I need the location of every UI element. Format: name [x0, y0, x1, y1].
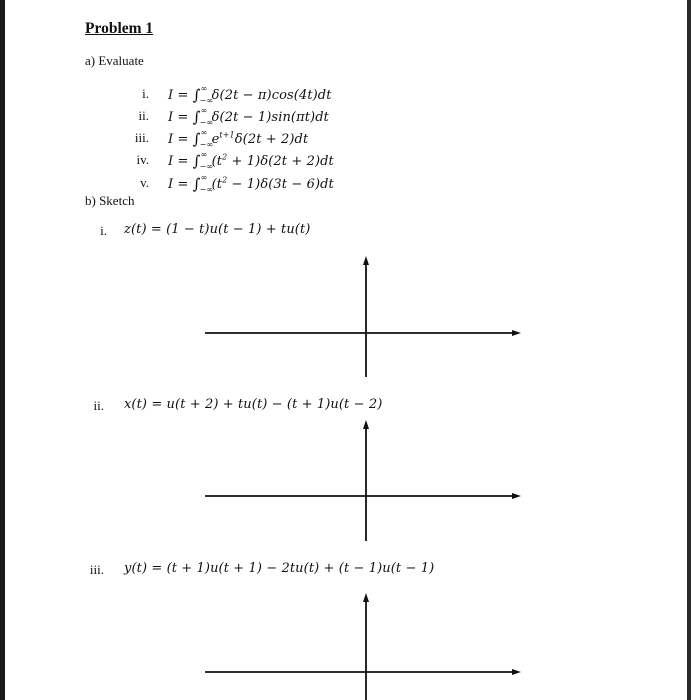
part-b-item-3-number: iii. [89, 562, 104, 577]
sketch-axes-1-x-arrow [512, 330, 521, 336]
part-b-heading: b) Sketch [85, 193, 135, 208]
sketch-axes-3-x-arrow [512, 669, 521, 675]
sketch-axes-3-y-arrow [363, 593, 369, 602]
page-right-edge [687, 0, 691, 700]
part-b-item-2-number: ii. [93, 398, 104, 413]
sketch-axes-2-y-arrow [363, 420, 369, 429]
part-a-item-4-number: iv. [136, 152, 149, 167]
part-a-heading: a) Evaluate [85, 53, 144, 68]
part-a-item-5-expression: I = ∫ ∞ −∞ $(t^2 - 1)\delta(3t - 6)dt$ [168, 172, 334, 194]
part-a-item-5-number: v. [140, 175, 149, 190]
problem-title: Problem 1 [85, 20, 154, 37]
sketch-axes-2 [200, 419, 525, 544]
part-a-item-3-expression: I = ∫ ∞ −∞ $e^{t+1}\delta(2t + 2)dt$ [168, 127, 309, 149]
part-a-item-1-expression: I = ∫ ∞ −∞ δ(2t − π)cos(4t)dt [168, 83, 332, 105]
part-b-item-2-expression: x(t) = u(t + 2) + tu(t) − (t + 1)u(t − 2) [124, 397, 383, 412]
part-a-item-3-number: iii. [134, 130, 149, 145]
part-a-item-4-expression: I = ∫ ∞ −∞ $(t^2 + 1)\delta(2t + 2)dt$ [168, 149, 334, 171]
part-b-item-1-number: i. [100, 223, 107, 238]
part-b-item-3-expression: y(t) = (t + 1)u(t + 1) − 2tu(t) + (t − 1)u(t − 1) [124, 561, 435, 576]
page-left-edge [0, 0, 5, 700]
sketch-axes-3 [200, 592, 525, 700]
part-a-item-1-number: i. [142, 86, 149, 101]
sketch-axes-1 [200, 255, 525, 380]
part-a-item-2-expression: I = ∫ ∞ −∞ δ(2t − 1)sin(πt)dt [168, 105, 329, 127]
sketch-axes-2-x-arrow [512, 493, 521, 499]
part-b-item-1-expression: z(t) = (1 − t)u(t − 1) + tu(t) [124, 222, 311, 237]
sketch-axes-1-y-arrow [363, 256, 369, 265]
part-a-item-2-number: ii. [138, 108, 149, 123]
